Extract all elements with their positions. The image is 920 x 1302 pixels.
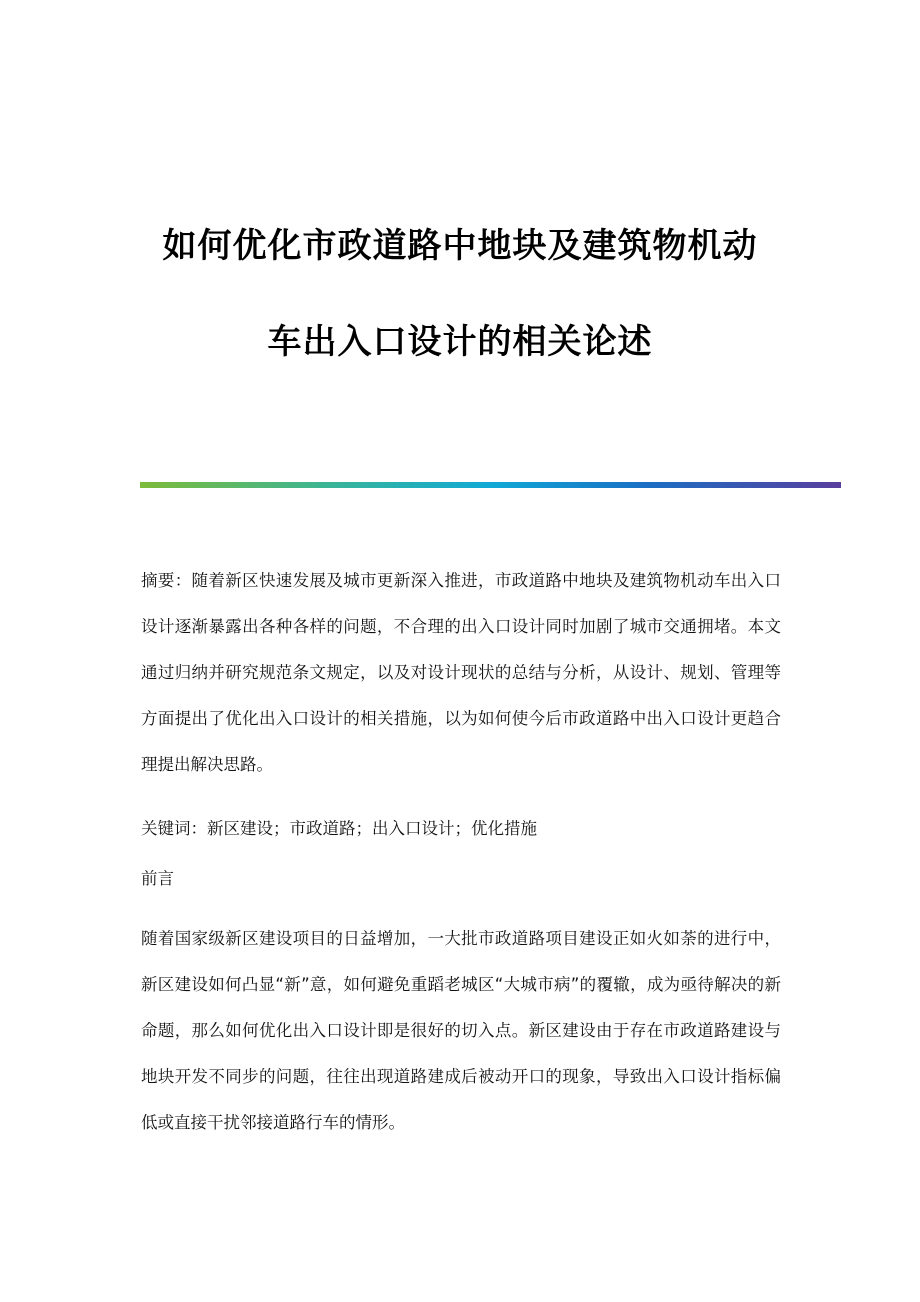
- preface-paragraph: 随着国家级新区建设项目的日益增加，一大批市政道路项目建设正如火如荼的进行中，新区建设如何凸显“新”意，如何避免重蹈老城区“大城市病”的覆辙，成为亟待解决的新命题，那么如何优化出入口设计即是很好的切入点。新区建设由于存在市政道路建设与地块开发不同步的问题，往往出现道路建成后被动开口的现象，导致出入口设计指标偏低或直接干扰邻接道路行车的情形。: [141, 929, 781, 1132]
- keywords-line: 关键词：新区建设；市政道路；出入口设计；优化措施: [141, 819, 537, 838]
- preface-heading: 前言: [141, 869, 174, 888]
- document-title-line-1: 如何优化市政道路中地块及建筑物机动: [162, 226, 758, 266]
- document-title-line-2: 车出入口设计的相关论述: [267, 322, 653, 362]
- gradient-divider: [140, 482, 841, 488]
- abstract-paragraph: 摘要：随着新区快速发展及城市更新深入推进，市政道路中地块及建筑物机动车出入口设计逐渐暴露出各种各样的问题，不合理的出入口设计同时加剧了城市交通拥堵。本文通过归纳并研究规范条文规定，以及对设计现状的总结与分析，从设计、规划、管理等方面提出了优化出入口设计的相关措施，以为如何使今后市政道路中出入口设计更趋合理提出解决思路。: [141, 571, 781, 774]
